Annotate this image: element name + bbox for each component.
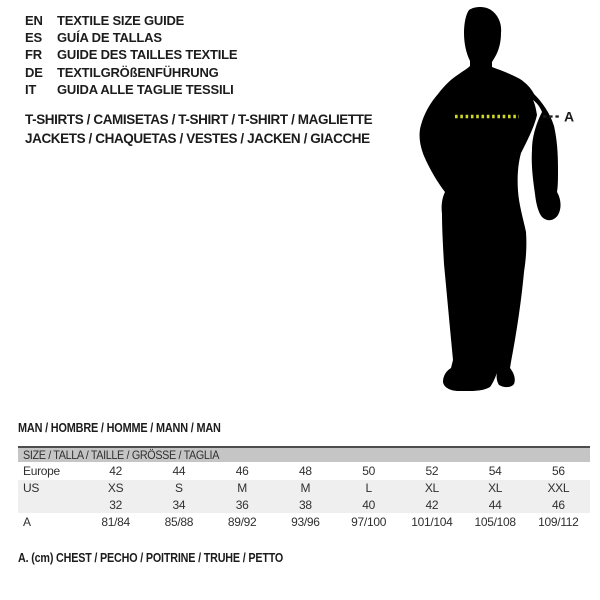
list-item	[25, 12, 237, 29]
size-table-header	[18, 448, 590, 462]
table-cell: XS	[107, 481, 124, 495]
row-label	[18, 497, 84, 513]
table-cell: 36	[235, 498, 249, 512]
table-cell: 46	[552, 498, 565, 512]
table-cell: 50	[362, 464, 375, 478]
table-cell: S	[175, 481, 183, 495]
table-row-europe	[18, 462, 590, 480]
table-cell: 48	[299, 464, 312, 478]
table-cell: 101/104	[411, 515, 453, 529]
table-cell: 34	[172, 498, 186, 512]
row-label: A	[23, 515, 31, 529]
measurement-footnote: A. (cm) CHEST / PECHO / POITRINE / TRUHE / PETTO	[18, 551, 284, 565]
table-cell: 44	[172, 464, 186, 478]
table-cell: 93/96	[291, 515, 320, 529]
language-guide-list	[25, 12, 237, 98]
measure-label-a: A	[564, 108, 575, 125]
table-cell: 56	[552, 464, 565, 478]
table-cell: 89/92	[227, 515, 257, 529]
table-cell: 109/112	[538, 515, 579, 529]
size-table-header-label: SIZE / TALLA / TAILLE / GRÖSSE / TAGLIA	[23, 448, 220, 462]
language-label: GUIDA ALLE TAGLIE TESSILI	[57, 81, 234, 97]
table-cell: 44	[488, 498, 502, 512]
language-code: DE	[25, 64, 43, 80]
language-label: GUÍA DE TALLAS	[57, 30, 162, 46]
table-cell: 85/88	[164, 515, 194, 529]
table-cell: XXL	[547, 481, 570, 495]
table-cell: 42	[109, 464, 122, 478]
table-row-unlabeled	[18, 497, 590, 513]
section-title-man: MAN / HOMBRE / HOMME / MANN / MAN	[18, 421, 221, 435]
man-silhouette	[420, 7, 561, 391]
table-cell: M	[300, 481, 311, 495]
language-code: ES	[25, 30, 42, 46]
list-item	[25, 29, 237, 46]
language-code: IT	[25, 81, 37, 97]
table-cell: 52	[425, 464, 439, 478]
table-row-a-chest	[18, 513, 590, 531]
table-cell: 40	[362, 498, 375, 512]
table-cell: M	[237, 481, 247, 495]
table-cell: XL	[488, 481, 503, 495]
table-cell: XL	[424, 481, 439, 495]
language-label: TEXTILGRÖßENFÜHRUNG	[57, 64, 219, 80]
table-cell: L	[365, 481, 372, 495]
language-label: TEXTILE SIZE GUIDE	[57, 13, 185, 28]
table-row-us	[18, 480, 590, 497]
table-cell: 54	[488, 464, 502, 478]
row-label: US	[23, 481, 40, 495]
language-code: EN	[25, 13, 43, 28]
table-cell: 46	[235, 464, 249, 478]
list-item	[25, 64, 237, 81]
row-label: Europe	[23, 464, 60, 478]
table-cell: 38	[299, 498, 312, 512]
category-line-tshirts: T-SHIRTS / CAMISETAS / T-SHIRT / T-SHIRT / MAGLIETTE	[25, 112, 373, 127]
category-line-jackets: JACKETS / CHAQUETAS / VESTES / JACKEN / GIACCHE	[25, 130, 370, 146]
size-table	[18, 446, 590, 531]
language-label: GUIDE DES TAILLES TEXTILE	[57, 47, 238, 63]
man-silhouette-figure	[400, 0, 600, 420]
table-cell: 81/84	[101, 515, 130, 529]
table-cell: 105/108	[474, 515, 516, 529]
list-item	[25, 81, 237, 98]
table-cell: 42	[425, 498, 439, 512]
garment-categories	[25, 111, 372, 148]
table-cell: 32	[109, 498, 122, 512]
language-code: FR	[25, 47, 42, 63]
list-item	[25, 46, 237, 63]
table-cell: 97/100	[351, 515, 387, 529]
